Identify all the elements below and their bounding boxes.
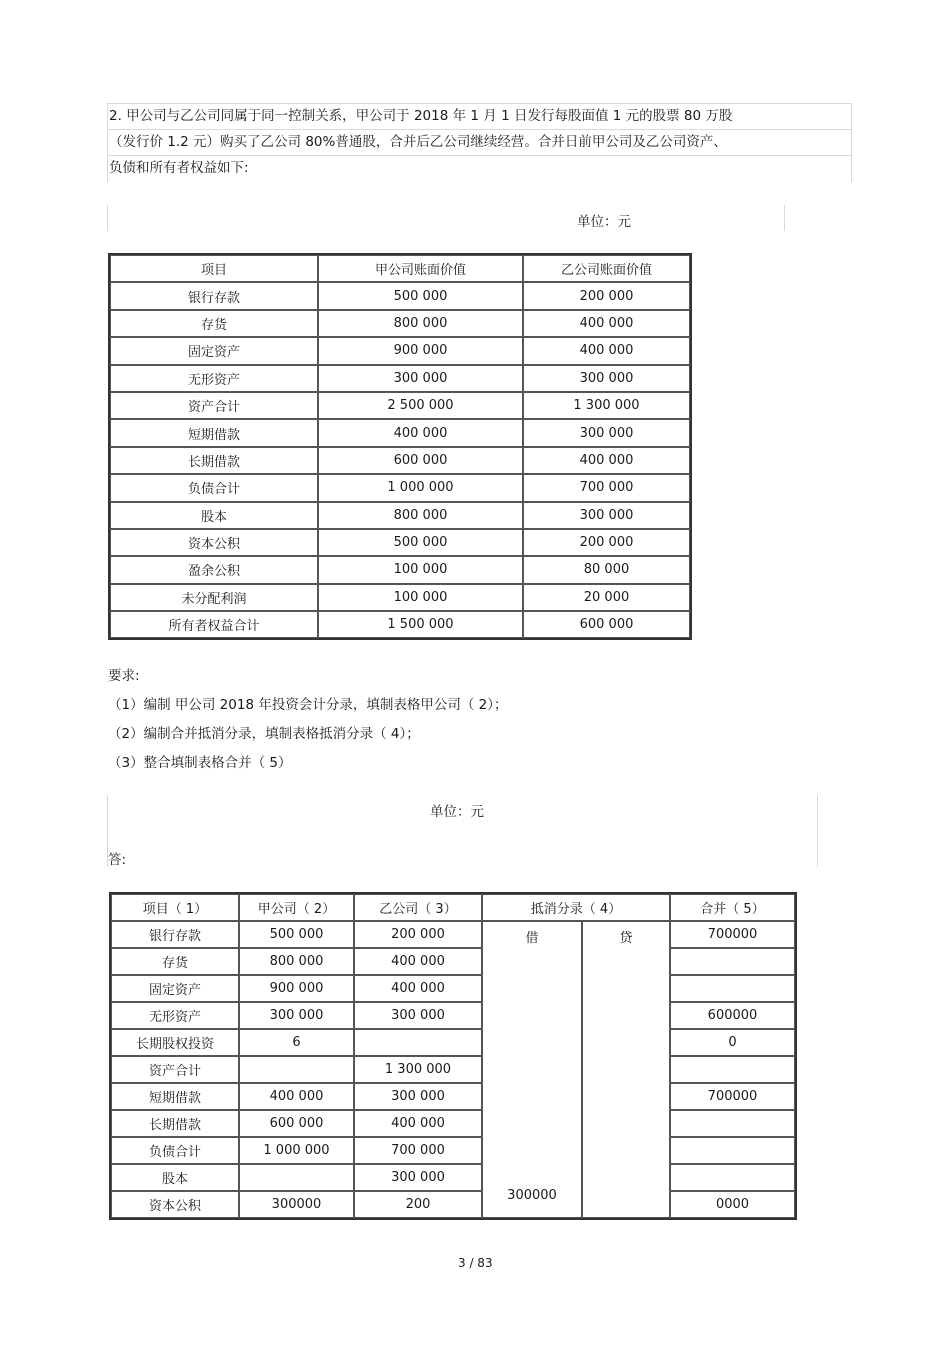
- table-cell: 未分配利润: [110, 584, 318, 611]
- table-cell: 长期借款: [111, 1110, 239, 1137]
- unit-label: 单位：元: [577, 214, 631, 230]
- question-line-1: 2. 甲公司与乙公司同属于同一控制关系，甲公司于 2018 年 1 月 1 日发行每股面值 1 元的股票 80 万股: [109, 108, 733, 124]
- unit-frame-left: [107, 205, 108, 231]
- table-cell: 长期借款: [110, 447, 318, 474]
- table-cell: 长期股权投资: [111, 1029, 239, 1056]
- table-cell: 6: [239, 1029, 354, 1056]
- table-cell: 所有者权益合计: [110, 611, 318, 638]
- table-cell: 1 300 000: [354, 1056, 482, 1083]
- table-row: [110, 419, 690, 446]
- question-divider: [107, 155, 851, 156]
- table-cell: 300 000: [523, 365, 690, 392]
- table-cell: 300000: [239, 1191, 354, 1218]
- table-cell: 存货: [110, 310, 318, 337]
- table-cell: 900 000: [318, 337, 523, 364]
- table-cell: 400 000: [318, 419, 523, 446]
- table-cell: 资本公积: [110, 529, 318, 556]
- table-row: [110, 447, 690, 474]
- table-cell: 固定资产: [110, 337, 318, 364]
- table-header-row: [111, 894, 795, 921]
- table-cell: 800 000: [239, 948, 354, 975]
- table-cell: 400 000: [354, 975, 482, 1002]
- table-row: [111, 1002, 795, 1029]
- table-cell: 80 000: [523, 556, 690, 583]
- table-cell: 500 000: [318, 529, 523, 556]
- merged-cell: [670, 1137, 795, 1164]
- table-cell: 400 000: [354, 1110, 482, 1137]
- answer-label: 答:: [108, 852, 127, 868]
- merged-cell: [670, 948, 795, 975]
- table-cell: [239, 1164, 354, 1191]
- table-cell: 银行存款: [111, 921, 239, 948]
- table-cell: 800 000: [318, 502, 523, 529]
- header-cell: 合并（ 5）: [670, 894, 795, 921]
- table-cell: 400 000: [523, 447, 690, 474]
- requirements-title: 要求:: [108, 668, 140, 684]
- table-cell: 900 000: [239, 975, 354, 1002]
- table-cell: 资产合计: [111, 1056, 239, 1083]
- table-cell: 股本: [111, 1164, 239, 1191]
- table-row: [111, 1191, 795, 1218]
- table-cell: 300 000: [354, 1002, 482, 1029]
- table-row: [110, 611, 690, 638]
- table-cell: 1 000 000: [318, 474, 523, 501]
- table-cell: 300 000: [523, 419, 690, 446]
- table-cell: 500 000: [318, 282, 523, 309]
- table-row: [111, 1164, 795, 1191]
- table-row: [110, 310, 690, 337]
- table-cell: 固定资产: [111, 975, 239, 1002]
- table-row: [111, 1137, 795, 1164]
- table-row: [110, 474, 690, 501]
- table-row: [110, 584, 690, 611]
- table-row: [110, 337, 690, 364]
- table-row: [110, 365, 690, 392]
- table-cell: 400 000: [239, 1083, 354, 1110]
- table-cell: 200 000: [523, 282, 690, 309]
- table-row: [110, 556, 690, 583]
- header-cell: 甲公司（ 2）: [239, 894, 354, 921]
- table-cell: 700 000: [354, 1137, 482, 1164]
- table-cell: [239, 1056, 354, 1083]
- table-cell: 400 000: [354, 948, 482, 975]
- table-header-row: [110, 255, 690, 282]
- table-cell: 短期借款: [111, 1083, 239, 1110]
- table-row: [110, 392, 690, 419]
- merged-cell: 0: [670, 1029, 795, 1056]
- table-cell: 300 000: [354, 1164, 482, 1191]
- requirement-2: （2）编制合并抵消分录，填制表格抵消分录（ 4）；: [108, 726, 420, 742]
- question-line-2: （发行价 1.2 元）购买了乙公司 80%普通股，合并后乙公司继续经营。合并日前甲公司及乙公司资产、: [109, 134, 727, 150]
- table-cell: 股本: [110, 502, 318, 529]
- header-cell: 乙公司账面价值: [523, 255, 690, 282]
- table-cell: 700 000: [523, 474, 690, 501]
- table-cell: 短期借款: [110, 419, 318, 446]
- table-cell: 1 500 000: [318, 611, 523, 638]
- table-row: [111, 1110, 795, 1137]
- requirement-3: （3）整合填制表格合并（ 5）: [108, 755, 292, 771]
- header-cell: 项目（ 1）: [111, 894, 239, 921]
- question-divider: [107, 129, 851, 130]
- table-cell: 500 000: [239, 921, 354, 948]
- table-cell: 负债合计: [110, 474, 318, 501]
- table-cell: 银行存款: [110, 282, 318, 309]
- table-row: [110, 502, 690, 529]
- table-cell: 800 000: [318, 310, 523, 337]
- merged-cell: [670, 975, 795, 1002]
- table-cell: 无形资产: [111, 1002, 239, 1029]
- table-cell: 1 000 000: [239, 1137, 354, 1164]
- unit-frame-right: [817, 795, 818, 867]
- header-cell: 乙公司（ 3）: [354, 894, 482, 921]
- table-cell: 无形资产: [110, 365, 318, 392]
- debit-label: 借: [525, 931, 539, 946]
- header-cell: 项目: [110, 255, 318, 282]
- table-row: [111, 921, 795, 948]
- table-cell: 200: [354, 1191, 482, 1218]
- table-row: [111, 1029, 795, 1056]
- table-cell: 400 000: [523, 337, 690, 364]
- merged-cell: [670, 1110, 795, 1137]
- table-cell: 300 000: [239, 1002, 354, 1029]
- merged-cell: 0000: [670, 1191, 795, 1218]
- table-cell: 2 500 000: [318, 392, 523, 419]
- merged-cell: [670, 1164, 795, 1191]
- requirement-1: （1）编制 甲公司 2018 年投资会计分录，填制表格甲公司（ 2）；: [108, 697, 508, 713]
- header-cell: 抵消分录（ 4）: [482, 894, 670, 921]
- table-cell: 600 000: [523, 611, 690, 638]
- table-row: [111, 1083, 795, 1110]
- table-cell: [354, 1029, 482, 1056]
- table-row: [111, 1056, 795, 1083]
- credit-label: 贷: [619, 931, 633, 946]
- table-cell: 200 000: [523, 529, 690, 556]
- table-cell: 200 000: [354, 921, 482, 948]
- merged-cell: 600000: [670, 1002, 795, 1029]
- unit-label: 单位：元: [430, 804, 484, 820]
- merged-cell: 700000: [670, 921, 795, 948]
- table-cell: 400 000: [523, 310, 690, 337]
- table-cell: 300 000: [523, 502, 690, 529]
- credit-column: [582, 921, 670, 1218]
- table-cell: 资本公积: [111, 1191, 239, 1218]
- table-row: [111, 948, 795, 975]
- table-cell: 100 000: [318, 556, 523, 583]
- table-row: [110, 529, 690, 556]
- table-cell: 300 000: [354, 1083, 482, 1110]
- table-cell: 600 000: [239, 1110, 354, 1137]
- question-line-3: 负债和所有者权益如下:: [109, 160, 249, 176]
- table-cell: 存货: [111, 948, 239, 975]
- merged-cell: [670, 1056, 795, 1083]
- balance-table: [108, 253, 692, 640]
- debit-column: [482, 921, 582, 1218]
- table-cell: 20 000: [523, 584, 690, 611]
- table-cell: 100 000: [318, 584, 523, 611]
- table-cell: 资产合计: [110, 392, 318, 419]
- debit-value: 300000: [507, 1188, 557, 1203]
- table-cell: 盈余公积: [110, 556, 318, 583]
- table-cell: 300 000: [318, 365, 523, 392]
- table-cell: 负债合计: [111, 1137, 239, 1164]
- consolidation-table: [109, 892, 797, 1220]
- merged-cell: 700000: [670, 1083, 795, 1110]
- table-cell: 1 300 000: [523, 392, 690, 419]
- unit-frame-right: [784, 205, 785, 231]
- table-row: [111, 975, 795, 1002]
- header-cell: 甲公司账面价值: [318, 255, 523, 282]
- table-cell: 600 000: [318, 447, 523, 474]
- page-number: 3 / 83: [458, 1256, 493, 1270]
- table-row: [110, 282, 690, 309]
